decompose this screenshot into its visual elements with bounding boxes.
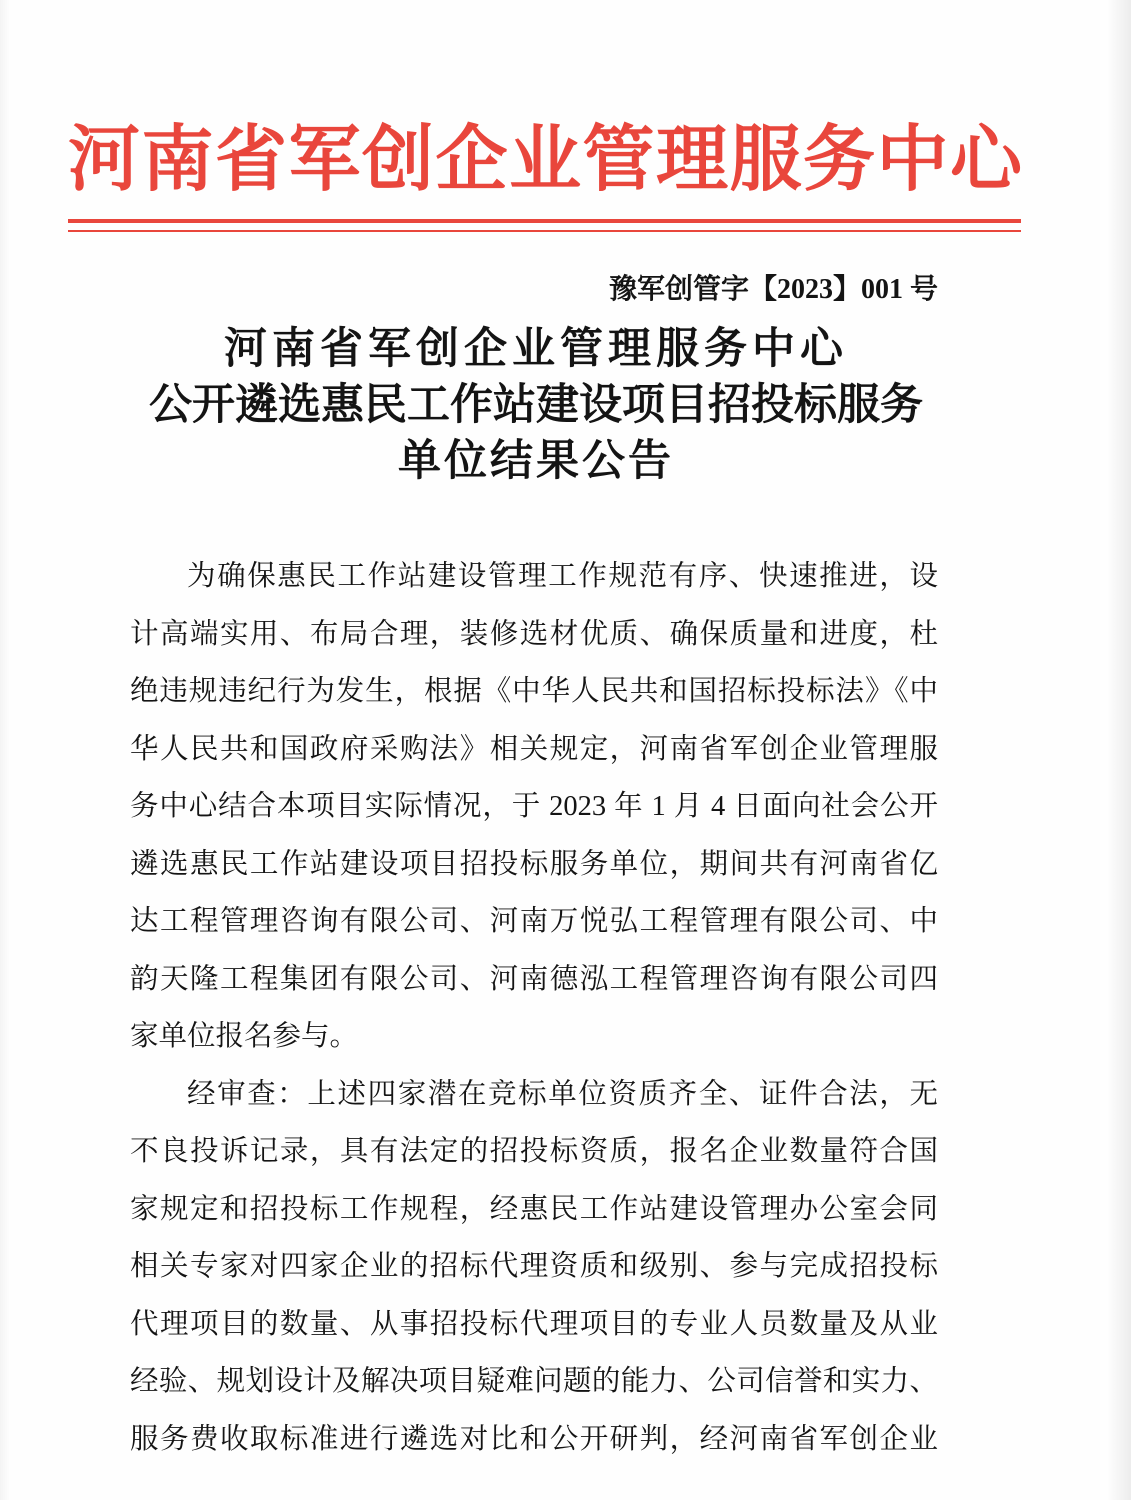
title-line: 单位结果公告: [398, 438, 674, 485]
letterhead-rule-thin: [68, 230, 1021, 232]
paragraph-1: [130, 548, 938, 1066]
paragraph-line: 服务费收取标准进行遴选对比和公开研判，经河南省军创企业: [130, 1423, 938, 1455]
document-title: [130, 322, 942, 490]
paragraph-line: 经审查：上述四家潜在竞标单位资质齐全、证件合法，无: [187, 1078, 938, 1110]
paragraph-line: 华人民共和国政府采购法》相关规定，河南省军创企业管理服: [130, 733, 938, 765]
paragraph-line: 计高端实用、布局合理，装修选材优质、确保质量和进度，杜: [130, 618, 938, 650]
title-line: 公开遴选惠民工作站建设项目招投标服务: [149, 382, 923, 429]
letterhead-rule-thick: [68, 219, 1021, 223]
paragraph-line: 经验、规划设计及解决项目疑难问题的能力、公司信誉和实力、: [130, 1366, 938, 1397]
paragraph-line: 家单位报名参与。: [130, 1021, 359, 1052]
paragraph-line: 不良投诉记录，具有法定的招投标资质，报名企业数量符合国: [130, 1136, 938, 1167]
paragraph-line: 家规定和招投标工作规程，经惠民工作站建设管理办公室会同: [130, 1193, 938, 1225]
paragraph-line: 务中心结合本项目实际情况，于 2023 年 1 月 4 日面向社会公开: [130, 791, 938, 822]
paragraph-line: 为确保惠民工作站建设管理工作规范有序、快速推进，设: [187, 561, 938, 592]
document-body: [130, 548, 938, 1468]
paragraph-line: 遴选惠民工作站建设项目招投标服务单位，期间共有河南省亿: [130, 848, 938, 880]
paragraph-2: [130, 1066, 938, 1469]
paragraph-line: 达工程管理咨询有限公司、河南万悦弘工程管理有限公司、中: [130, 906, 938, 937]
paragraph-line: 韵天隆工程集团有限公司、河南德泓工程管理咨询有限公司四: [130, 963, 938, 995]
scan-edge-shade-right: [1107, 0, 1131, 1500]
paragraph-line: 代理项目的数量、从事招投标代理项目的专业人员数量及从业: [130, 1308, 938, 1340]
letterhead-org-name: 河南省军创企业管理服务中心: [68, 120, 1022, 200]
title-line: 河南省军创企业管理服务中心: [224, 326, 848, 373]
paragraph-line: 相关专家对四家企业的招标代理资质和级别、参与完成招投标: [130, 1251, 938, 1282]
paragraph-line: 绝违规违纪行为发生，根据《中华人民共和国招标投标法》《中: [130, 676, 938, 707]
scan-edge-shade-left: [0, 0, 10, 1500]
document-number: 豫军创管字【2023】001 号: [608, 274, 938, 305]
